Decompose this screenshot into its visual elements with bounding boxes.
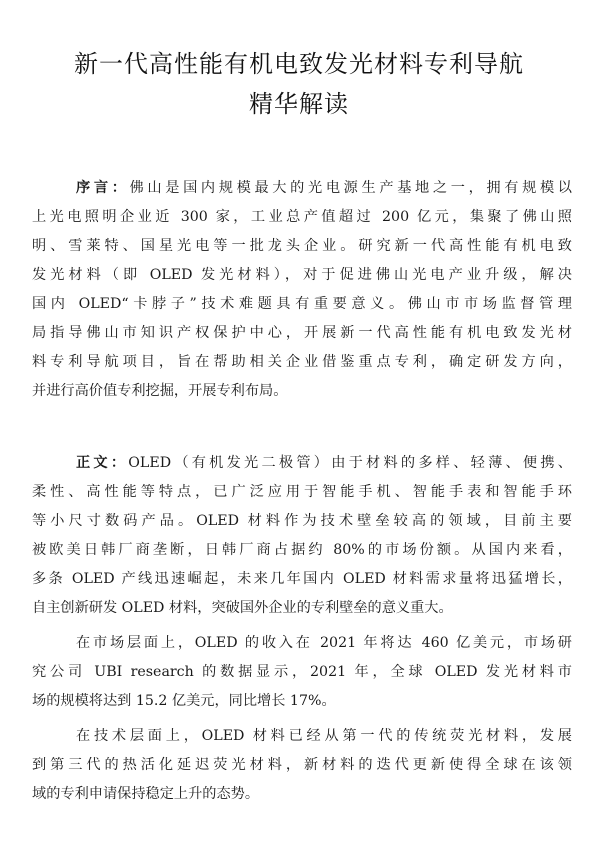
- main-line: 柔性、高性能等特点，已广泛应用于智能手机、智能手表和智能手环: [32, 484, 572, 500]
- main-line: 自主创新研发 OLED 材料，突破国外企业的专利壁垒的意义重大。: [32, 600, 453, 616]
- preface-line: 并进行高价值专利挖掘，开展专利布局。: [32, 383, 288, 399]
- main-line: 多条 OLED 产线迅速崛起，未来几年国内 OLED 材料需求量将迅猛增长，: [32, 571, 572, 587]
- main-lead: 正文：: [76, 455, 129, 471]
- main-line: 等小尺寸数码产品。OLED 材料作为技术壁垒较高的领域，目前主要: [32, 513, 572, 529]
- preface-line: 局指导佛山市知识产权保护中心，开展新一代高性能有机电致发光材: [32, 325, 572, 341]
- main-line: [76, 456, 572, 470]
- main-line: 场的规模将达到 15.2 亿美元，同比增长 17%。: [32, 693, 336, 709]
- main-line: 域的专利申请保持稳定上升的态势。: [32, 786, 260, 802]
- main-line: 在市场层面上，OLED 的收入在 2021 年将达 460 亿美元，市场研: [76, 635, 572, 651]
- main-line: 究公司 UBI research 的数据显示，2021 年，全球 OLED 发光材料市: [32, 664, 572, 680]
- preface-line: 国内 OLED“卡脖子”技术难题具有重要意义。佛山市市场监督管理: [32, 296, 572, 312]
- preface-line: 发光材料（即 OLED 发光材料），对于促进佛山光电产业升级，解决: [32, 267, 572, 283]
- main-line: 被欧美日韩厂商垄断，日韩厂商占据约 80%的市场份额。从国内来看，: [32, 542, 572, 558]
- document-title-line-1: 新一代高性能有机电致发光材料专利导航: [74, 50, 524, 78]
- preface-line: 明、雪莱特、国星光电等一批龙头企业。研究新一代高性能有机电致: [32, 238, 572, 254]
- preface-lead: 序言：: [76, 180, 130, 196]
- document-title-line-2: 精华解读: [249, 90, 349, 118]
- preface-line: 料专利导航项目，旨在帮助相关企业借鉴重点专利，确定研发方向，: [32, 354, 572, 370]
- preface-line: [76, 181, 572, 195]
- main-line-text: OLED（有机发光二极管）由于材料的多样、轻薄、便携、: [128, 455, 572, 471]
- main-line: 到第三代的热活化延迟荧光材料，新材料的迭代更新使得全球在该领: [32, 757, 572, 773]
- preface-line-text: 佛山是国内规模最大的光电源生产基地之一，拥有规模以: [129, 180, 572, 196]
- preface-line: 上光电照明企业近 300 家，工业总产值超过 200 亿元，集聚了佛山照: [32, 209, 572, 225]
- main-line: 在技术层面上，OLED 材料已经从第一代的传统荧光材料，发展: [76, 728, 572, 744]
